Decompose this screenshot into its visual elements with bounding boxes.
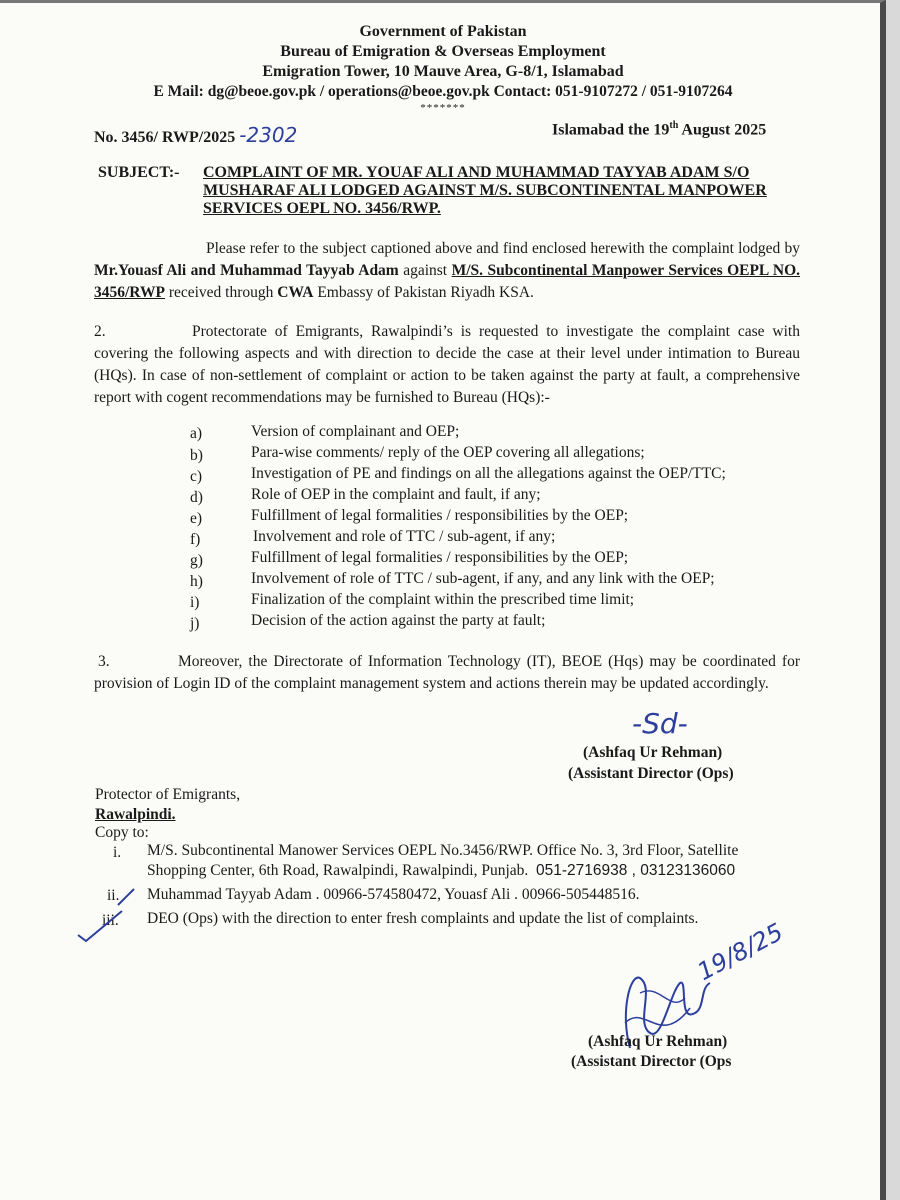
- letterhead-bureau: Bureau of Emigration & Overseas Employment: [280, 43, 606, 60]
- aspect-letter: e): [190, 510, 203, 527]
- reference-number-text: No. 3456/ RWP/2025: [94, 129, 236, 146]
- para1-text-c: received through: [164, 284, 278, 301]
- para3-text: Moreover, the Directorate of Information Technology (IT), BEOE (Hqs) may be coordinated for provision of Login ID of the complaint management system and actions therein may be updated accordingly.: [94, 653, 800, 692]
- letterhead-government: Government of Pakistan: [359, 23, 527, 40]
- paragraph-1: [94, 238, 800, 304]
- para1-company-name: M/S. Subcontinental Manpower Services OEPL NO. 3456/RWP: [94, 262, 801, 301]
- paragraph-2: [94, 321, 800, 409]
- paragraph-3: [94, 651, 800, 695]
- copy-item-oep: [147, 842, 802, 880]
- recipient-city: Rawalpindi.: [95, 806, 176, 823]
- letterhead-address: Emigration Tower, 10 Mauve Area, G-8/1, Islamabad: [262, 63, 624, 80]
- sd-signature-mark: -Sd-: [632, 707, 688, 740]
- aspect-text: Role of OEP in the complaint and fault, if any;: [251, 486, 541, 503]
- copy-item-number: iii.: [102, 912, 119, 929]
- letterhead-stars: *******: [420, 102, 466, 114]
- aspect-letter: a): [190, 425, 203, 442]
- para1-text-d: Embassy of Pakistan Riyadh KSA.: [313, 284, 534, 301]
- handwritten-diary-number: -2302: [239, 123, 298, 147]
- aspect-letter: g): [190, 552, 203, 569]
- para2-text: Protectorate of Emigrants, Rawalpindi’s is requested to investigate the complaint case with covering the following aspects and with direction to decide the case at their level under intimation to Bureau (HQs). In case of non-settlement of complaint or action to be taken against the party at fault, a comprehensive report with cogent recommendations may be furnished to Bureau (HQs):-: [94, 323, 800, 406]
- copy-item-oep-phones: 051-2716938 , 03123136060: [536, 862, 736, 879]
- copy-item-deo: DEO (Ops) with the direction to enter fresh complaints and update the list of complaints.: [147, 910, 699, 927]
- aspect-text: Involvement and role of TTC / sub-agent, if any;: [253, 528, 556, 545]
- aspect-text: Fulfillment of legal formalities / responsibilities by the OEP;: [251, 507, 629, 524]
- aspect-text: Decision of the action against the party at fault;: [251, 612, 546, 629]
- reference-number: [94, 123, 297, 147]
- place-date: [552, 120, 766, 139]
- date-superscript: th: [669, 120, 679, 131]
- tick-marks-icon: [70, 875, 160, 945]
- aspect-letter: f): [190, 531, 201, 548]
- aspect-letter: d): [190, 489, 203, 506]
- aspect-text: Version of complainant and OEP;: [251, 423, 460, 440]
- aspect-text: Investigation of PE and findings on all the allegations against the OEP/TTC;: [251, 465, 726, 482]
- signatory-name: (Ashfaq Ur Rehman): [583, 744, 723, 761]
- aspect-letter: j): [190, 615, 200, 632]
- para1-text-a: Please refer to the subject captioned above and find enclosed herewith the complaint lodged by: [206, 240, 800, 257]
- signatory-title-copy: (Assistant Director (Ops: [571, 1053, 732, 1070]
- copy-item-complainants: Muhammad Tayyab Adam . 00966-574580472, Youasf Ali . 00966-505448516.: [147, 886, 640, 903]
- aspect-letter: h): [190, 573, 203, 590]
- para1-complainant-names: Mr.Youasf Ali and Muhammad Tayyab Adam: [94, 262, 399, 279]
- recipient-office: Protector of Emigrants,: [95, 786, 241, 803]
- copy-to-label: Copy to:: [95, 824, 149, 841]
- place-date-suffix: August 2025: [678, 121, 767, 139]
- signatory-name-copy: (Ashfaq Ur Rehman): [588, 1033, 728, 1050]
- subject-label: SUBJECT:-: [98, 164, 180, 181]
- handwritten-date: 19/8/25: [692, 917, 788, 986]
- para2-number: 2.: [94, 323, 106, 340]
- copy-item-oep-line2: Shopping Center, 6th Road, Rawalpindi, Rawalpindi, Punjab.: [147, 862, 529, 879]
- letterhead-contact: E Mail: dg@beoe.gov.pk / operations@beoe.gov.pk Contact: 051-9107272 / 051-9107264: [153, 83, 733, 100]
- aspect-text: Fulfillment of legal formalities / responsibilities by the OEP;: [251, 549, 629, 566]
- para3-number: 3.: [98, 653, 110, 670]
- aspect-text: Finalization of the complaint within the prescribed time limit;: [251, 591, 635, 608]
- para1-text-b: against: [398, 262, 452, 279]
- aspect-letter: i): [190, 594, 200, 611]
- signatory-title: (Assistant Director (Ops): [568, 765, 734, 782]
- copy-item-number: ii.: [107, 887, 120, 904]
- aspect-text: Para-wise comments/ reply of the OEP covering all allegations;: [251, 444, 645, 461]
- aspect-letter: c): [190, 468, 203, 485]
- copy-item-oep-line1: M/S. Subcontinental Manower Services OEPL No.3456/RWP. Office No. 3, 3rd Floor, Satellite: [147, 842, 739, 859]
- para1-cwa: CWA: [277, 284, 314, 301]
- copy-item-number: i.: [113, 844, 122, 861]
- subject-text: COMPLAINT OF MR. YOUAF ALI AND MUHAMMAD TAYYAB ADAM S/O MUSHARAF ALI LODGED AGAINST M/S. SUBCONTINENTAL MANPOWER SERVICES OEPL NO. 3456/RWP.: [203, 164, 767, 217]
- aspect-text: Involvement of role of TTC / sub-agent, if any, and any link with the OEP;: [251, 570, 715, 587]
- place-date-prefix: Islamabad the 19: [552, 121, 670, 139]
- aspect-letter: b): [190, 447, 203, 464]
